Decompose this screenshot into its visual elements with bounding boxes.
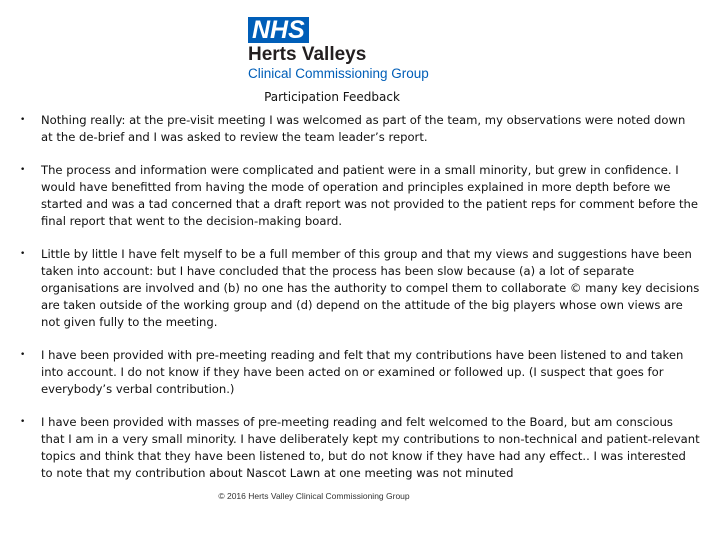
- list-item: • Nothing really: at the pre-visit meeting I was welcomed as part of the team, my observations were noted down at the de-brief and I was asked to review the team leader’s report.: [20, 112, 700, 146]
- nhs-badge: NHS: [248, 17, 309, 43]
- page-title: Participation Feedback: [264, 90, 400, 104]
- list-item: • I have been provided with pre-meeting reading and felt that my contributions have been listened to and taken into account. I do not know if they have been acted on or examined or followed up. (I suspect that goes for everybody’s verbal contribution.): [20, 347, 700, 398]
- page-title-wrap: [0, 89, 664, 105]
- org-subtitle: Clinical Commissioning Group: [248, 66, 429, 81]
- copyright-footer: © 2016 Herts Valley Clinical Commissioning Group: [218, 491, 410, 501]
- org-name: Herts Valleys: [248, 44, 367, 65]
- nhs-logo: [248, 17, 448, 82]
- list-item: • The process and information were complicated and patient were in a small minority, but grew in confidence. I would have benefitted from having the mode of operation and principles explained in more depth before we started and was a tad concerned that a draft report was not provided to the patient reps for comment before the final report that went to the decision-making board.: [20, 162, 700, 230]
- feedback-list: [20, 112, 700, 482]
- list-item: • Little by little I have felt myself to be a full member of this group and that my views and suggestions have been taken into account: but I have concluded that the process has been slow because (a) a lot of separate organisations are involved and (b) no one has the authority to compel them to collaborate © many key decisions are taken outside of the working group and (d) depend on the attitude of the big players whose own views are not given fully to the meeting.: [20, 246, 700, 331]
- list-item: • I have been provided with masses of pre-meeting reading and felt welcomed to the Board, but am conscious that I am in a very small minority. I have deliberately kept my contributions to non-technical and patient-relevant topics and think that they have been listened to, but do not know if they have had any effect.. I was interested to note that my contribution about Nascot Lawn at one meeting was not minuted: [20, 414, 700, 482]
